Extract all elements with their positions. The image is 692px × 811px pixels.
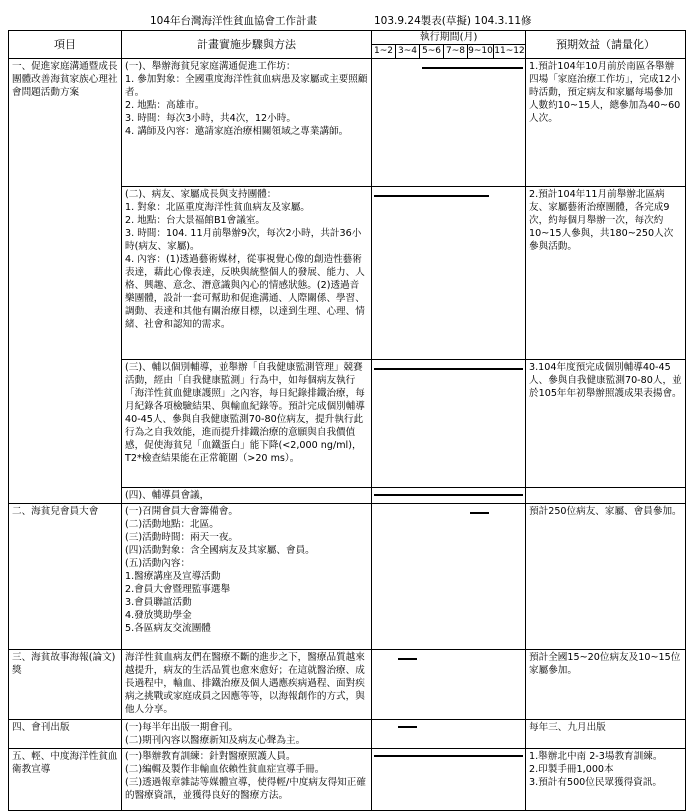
document-header [0, 13, 692, 29]
method-line: 2. 地點：台大景福館B1會議室。 [125, 215, 266, 226]
method-line: (五)活動內容： [125, 558, 191, 569]
header-item: 項目 [9, 31, 122, 59]
result-line: 2.印製手冊1,000本 [529, 764, 614, 775]
method-line: (一)每半年出版一期會刊。 [125, 722, 239, 733]
schedule-cell [372, 488, 526, 504]
method-cell [122, 504, 372, 650]
method-line: 3.會員聯誼活動 [125, 597, 192, 608]
schedule-cell [372, 59, 526, 187]
item-cell: 四、會刊出版 [9, 720, 122, 749]
result-cell: 1.預計104年10月前於南區各舉辦四場「家庭治療工作坊」，完成12小時活動，預定病友和家屬每場參加人數約10~15人，總參加為40~60人次。 [526, 59, 686, 187]
schedule-bar [470, 512, 489, 514]
result-cell: 預計全國15~20位病友及10~15位家屬參加。 [526, 650, 686, 720]
table-row [9, 720, 686, 749]
revision-note: 103.9.24製表(草擬) 104.3.11修 [374, 15, 532, 27]
method-line: (三)透過報章雜誌等媒體宣導，使得輕/中度病友得知正確的醫療資訊，並獲得良好的醫療方法。 [125, 777, 366, 801]
table-row [9, 650, 686, 720]
method-cell: 海洋性貧血病友們在醫療不斷的進步之下，醫療品質越來越提升，病友的生活品質也愈來愈好；在這就醫治療、成長過程中，輸血、排鐵治療及個人遇應疾病過程、面對疾病之挑戰或家庭成員之因應等等，以海報創作的方式，與他人分享。 [122, 650, 372, 720]
schedule-cell [372, 749, 526, 811]
method-line: (二)活動地點：北區。 [125, 519, 219, 530]
item-cell: 二、海貧兒會員大會 [9, 504, 122, 650]
method-line: (三)活動時間：兩天一夜。 [125, 532, 239, 543]
method-line: 2. 地點：高雄市。 [125, 100, 205, 111]
schedule-cell [372, 360, 526, 488]
method-line: (二)、病友、家屬成長與支持團體： [125, 189, 277, 200]
month-1-2: 1~2 [372, 45, 396, 59]
method-cell [122, 59, 372, 187]
method-line: 5.各區病友交流團體 [125, 623, 211, 634]
result-cell: 預計250位病友、家屬、會員參加。 [526, 504, 686, 650]
schedule-bar [398, 658, 417, 660]
schedule-bar [422, 67, 523, 69]
document-title: 104年台灣海洋性貧血協會工作計畫 [150, 15, 318, 27]
schedule-bar [374, 368, 523, 370]
table-row [9, 59, 686, 187]
item-cell: 五、輕、中度海洋性貧血衛教宣導 [9, 749, 122, 811]
method-line: (二)期刊內容以醫療新知及病友心聲為主。 [125, 735, 306, 746]
method-line: 3. 時間：每次3小時，共4次，12小時。 [125, 113, 296, 124]
result-cell: 3.104年度預完成個別輔導40-45人、參與自我健康監測70-80人，並於105年年初舉辦照護成果表揚會。 [526, 360, 686, 488]
result-cell [526, 488, 686, 504]
method-cell [122, 187, 372, 360]
schedule-cell [372, 720, 526, 749]
method-line: 4.發放獎助學金 [125, 610, 192, 621]
method-line: 1.醫療講座及宣導活動 [125, 571, 221, 582]
method-cell [122, 720, 372, 749]
item-cell: 一、促進家庭溝通暨成長團體改善海貧家族心理社會問題活動方案 [9, 59, 122, 504]
result-cell: 2.預計104年11月前舉辦北區病友、家屬藝術治療團體，各完成9次，約每個月舉辦一次，每次約10~15人參與，共180~250人次參與活動。 [526, 187, 686, 360]
method-line: (一)舉辦教育訓練：針對醫療照護人員。 [125, 751, 296, 762]
schedule-bar [398, 726, 417, 728]
schedule-cell [372, 187, 526, 360]
header-method: 計畫實施步驟與方法 [122, 31, 372, 59]
work-plan-table [8, 30, 686, 811]
method-line: 2.會員大會暨理監事選舉 [125, 584, 231, 595]
method-cell: (四)、輔導員會議， [122, 488, 372, 504]
header-period: 執行期間(月) [372, 31, 526, 45]
method-line: (四)活動對象：含全國病友及其家屬、會員。 [125, 545, 315, 556]
month-9-10: 9~10 [468, 45, 494, 59]
method-line: (一)召開會員大會籌備會。 [125, 506, 239, 517]
schedule-bar [374, 494, 523, 496]
month-7-8: 7~8 [444, 45, 468, 59]
method-line: (一)、舉辦海貧兒家庭溝通促進工作坊： [125, 61, 296, 72]
method-line: 3. 時間：104. 11月前舉辦9次，每次2小時，共計36小時(病友、家屬)。 [125, 228, 362, 252]
table-row [9, 504, 686, 650]
schedule-cell [372, 504, 526, 650]
schedule-cell [372, 650, 526, 720]
method-cell [122, 749, 372, 811]
month-5-6: 5~6 [420, 45, 444, 59]
method-line: 4. 講師及內容：邀請家庭治療相關領域之專業講師。 [125, 126, 349, 137]
month-11-12: 11~12 [494, 45, 526, 59]
method-line: 1. 對象：北區重度海洋性貧血病友及家屬。 [125, 202, 310, 213]
result-cell [526, 749, 686, 811]
header-result: 預期效益（請量化） [526, 31, 686, 59]
method-line: 1. 參加對象：全國重度海洋性貧血病患及家屬或主要照顧者。 [125, 74, 368, 98]
schedule-bar [374, 755, 523, 757]
method-line: 4. 內容：(1)透過藝術媒材，從事視覺心像的創造性藝術表達，藉此心像表達，反映與統整個人的發展、能力、人格、興趣、意念、潛意識與內心的情感狀態。(2)透過音樂團體，設計一套可幫助和促進溝通、人際關係、學習、調動、表達和其他有關治療目標，以達到生理、心理、情緒、社會和認知的需求。 [125, 254, 365, 330]
item-cell: 三、海貧故事海報(論文)獎 [9, 650, 122, 720]
method-cell: (三)、輔以個別輔導，並舉辦「自我健康監測管理」競賽活動，經由「自我健康監測」行為中，如每個病友執行「海洋性貧血健康護照」之內容，每日紀錄排鐵治療，每月紀錄各項檢驗結果、與輸血紀錄等。預計完成個別輔導40-45人、參與自我健康監測70-80位病友，提升執行此行為之自我效能，進而提升排鐵治療的意願與自我價值感，促使海貧兒「血鐵蛋白」能下降(<2,000 ng/ml)，T2*檢查結果能在正常範圍（>20 ms）。 [122, 360, 372, 488]
schedule-bar [374, 195, 489, 197]
result-cell: 每年三、九月出版 [526, 720, 686, 749]
method-line: (二)編輯及製作非輸血依賴性貧血症宣導手冊。 [125, 764, 325, 775]
month-3-4: 3~4 [396, 45, 420, 59]
result-line: 3.預計有500位民眾獲得資訊。 [529, 777, 663, 788]
result-line: 1.舉辦北中南 2-3場教育訓練。 [529, 751, 663, 762]
table-row [9, 749, 686, 811]
